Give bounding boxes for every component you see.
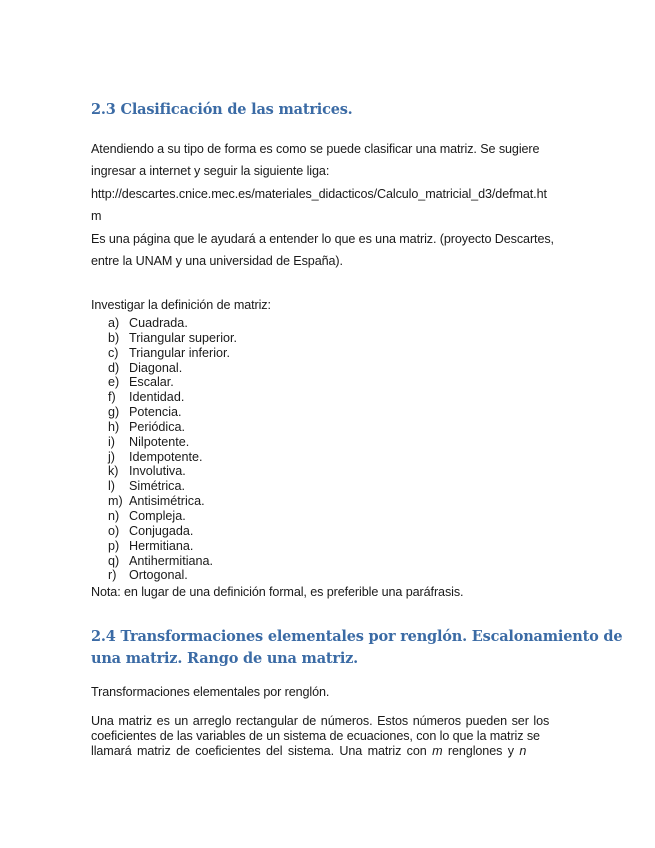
list-item-label: Diagonal.	[129, 360, 183, 375]
section-heading-2-4-line-1: 2.4 Transformaciones elementales por renglón. Escalonamiento de	[91, 628, 623, 645]
description-paragraph-line-2: entre la UNAM y una universidad de España).	[91, 254, 343, 268]
list-item	[108, 539, 237, 554]
list-item-label: Conjugada.	[129, 523, 194, 538]
list-item-label: Involutiva.	[129, 464, 186, 479]
body-line-3	[91, 744, 566, 759]
list-item	[108, 568, 237, 583]
list-marker: p)	[108, 538, 120, 553]
list-item	[108, 390, 237, 405]
list-marker: m)	[108, 494, 123, 509]
list-item-label: Periódica.	[129, 419, 186, 434]
section-heading-2-4-line-2: una matriz. Rango de una matriz.	[91, 650, 359, 667]
list-item	[108, 435, 237, 450]
list-marker: a)	[108, 316, 120, 330]
list-item-label: Triangular inferior.	[129, 345, 231, 360]
description-paragraph-line-1: Es una página que le ayudará a entender lo que es una matriz. (proyecto Descartes,	[91, 232, 554, 246]
list-item	[108, 316, 237, 331]
list-marker: k)	[108, 464, 119, 479]
list-item-label: Nilpotente.	[129, 434, 190, 449]
descartes-link-line-2[interactable]: m	[91, 209, 102, 223]
note-paraphrase: Nota: en lugar de una definición formal, es preferible una paráfrasis.	[91, 585, 464, 599]
list-marker: e)	[108, 375, 120, 390]
list-item	[108, 479, 237, 494]
list-item	[108, 375, 237, 390]
matrix-types-list	[108, 316, 237, 583]
list-item	[108, 420, 237, 435]
variable-m: m	[432, 744, 443, 758]
body-line-1: Una matriz es un arreglo rectangular de números. Estos números pueden ser los	[91, 714, 550, 728]
list-marker: g)	[108, 405, 120, 420]
list-item-label: Identidad.	[129, 390, 185, 405]
list-marker: h)	[108, 419, 120, 434]
list-item-label: Simétrica.	[129, 479, 185, 494]
intro-paragraph-line-1: Atendiendo a su tipo de forma es como se puede clasificar una matriz. Se sugiere	[91, 142, 540, 156]
list-item	[108, 331, 237, 346]
list-item-label: Ortogonal.	[129, 568, 188, 583]
list-marker: r)	[108, 568, 117, 583]
list-marker: l)	[108, 479, 115, 494]
list-marker: j)	[108, 449, 115, 464]
list-marker: b)	[108, 330, 120, 345]
list-marker: d)	[108, 360, 120, 375]
investigate-instruction: Investigar la definición de matriz:	[91, 298, 271, 312]
list-marker: i)	[108, 434, 115, 449]
list-item	[108, 450, 237, 465]
variable-n: n	[519, 744, 527, 758]
list-marker: n)	[108, 508, 120, 523]
list-marker: c)	[108, 345, 119, 360]
list-item-label: Idempotente.	[129, 449, 203, 464]
list-item	[108, 361, 237, 376]
list-item-label: Compleja.	[129, 508, 186, 523]
list-item-label: Hermitiana.	[129, 538, 194, 553]
list-item	[108, 405, 237, 420]
descartes-link-line-1[interactable]: http://descartes.cnice.mec.es/materiales_didacticos/Calculo_matricial_d3/defmat.ht	[91, 187, 547, 201]
list-item-label: Potencia.	[129, 405, 182, 420]
list-item	[108, 509, 237, 524]
list-item	[108, 554, 237, 569]
body-line-2: coeficientes de las variables de un sistema de ecuaciones, con lo que la matriz se	[91, 729, 540, 743]
intro-paragraph-line-2: ingresar a internet y seguir la siguiente liga:	[91, 164, 330, 178]
body-line-3-text: llamará matriz de coeficientes del sistema. Una matriz con	[91, 744, 427, 758]
list-item-label: Cuadrada.	[129, 316, 188, 330]
list-item-label: Antisimétrica.	[129, 494, 205, 509]
list-item	[108, 524, 237, 539]
list-item	[108, 346, 237, 361]
list-item-label: Triangular superior.	[129, 330, 238, 345]
list-item	[108, 464, 237, 479]
subtitle-transformations: Transformaciones elementales por renglón.	[91, 685, 330, 699]
list-item-label: Escalar.	[129, 375, 174, 390]
list-marker: q)	[108, 553, 120, 568]
list-item	[108, 494, 237, 509]
section-heading-2-3: 2.3 Clasificación de las matrices.	[91, 101, 353, 118]
list-marker: o)	[108, 523, 120, 538]
list-item-label: Antihermitiana.	[129, 553, 213, 568]
body-line-3-mid: renglones y	[447, 744, 514, 758]
list-marker: f)	[108, 390, 116, 405]
